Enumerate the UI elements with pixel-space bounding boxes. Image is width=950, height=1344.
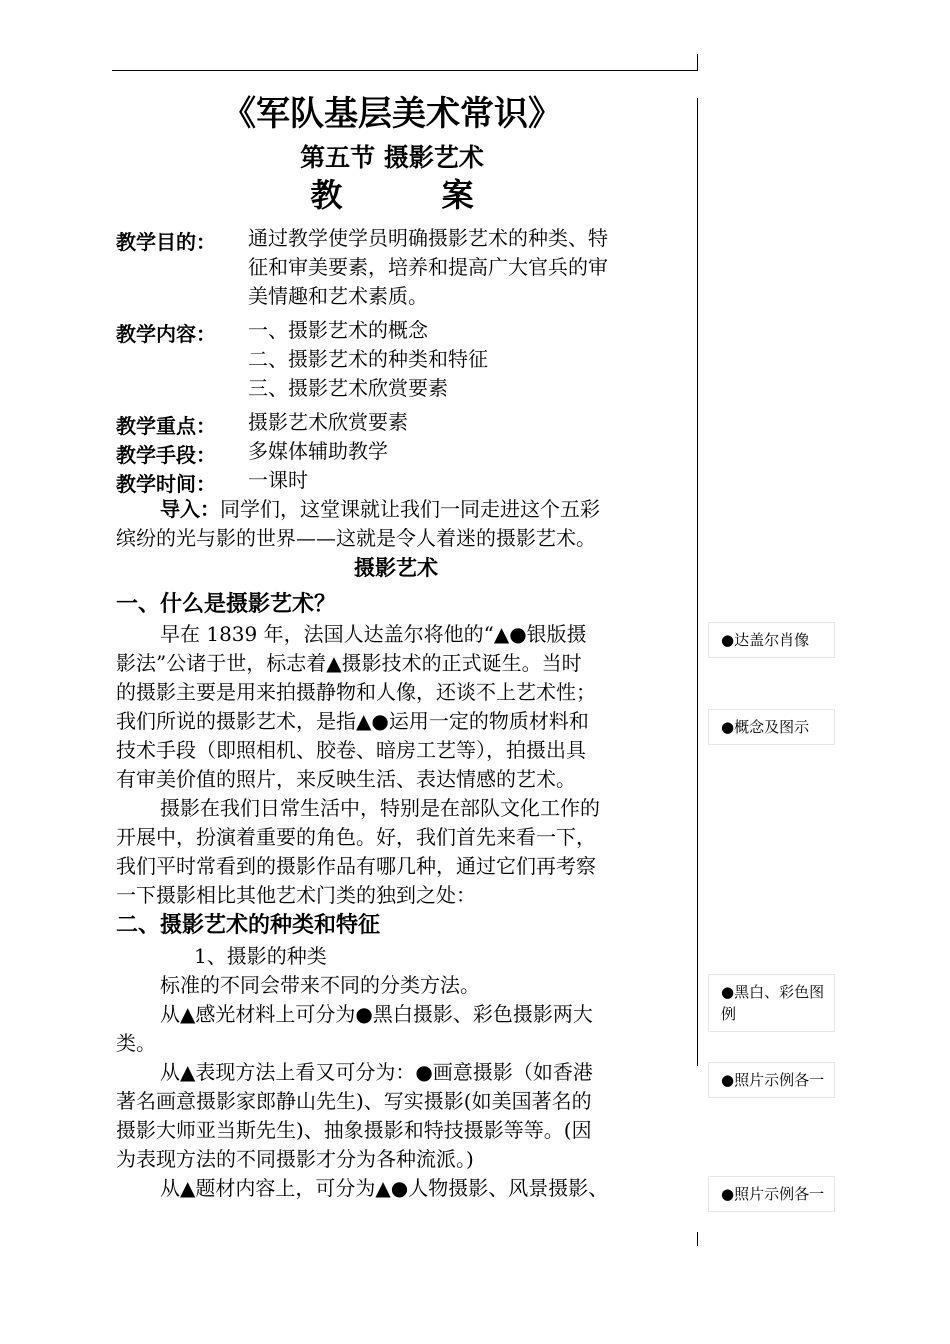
top-rule-tick [697, 54, 698, 70]
content-item: 二、摄影艺术的种类和特征 [248, 347, 488, 371]
content-item: 一、摄影艺术的概念 [248, 318, 428, 342]
goal-label: 教学目的： [116, 230, 216, 254]
goal-line: 通过教学使学员明确摄影艺术的种类、特 [248, 226, 608, 250]
heading-1: 一、什么是摄影艺术？ [116, 592, 337, 617]
paragraph-4 [116, 1000, 646, 1058]
paragraph-line: 有审美价值的照片，来反映生活、表达情感的艺术。 [116, 767, 576, 791]
paragraph-line: 从▲题材内容上，可分为▲●人物摄影、风景摄影、 [160, 1176, 609, 1200]
paragraph-2 [116, 794, 646, 910]
content-list [248, 316, 648, 403]
means-value: 多媒体辅助教学 [248, 439, 388, 463]
bottom-rule-tick [697, 1232, 698, 1246]
intro-label: 导入： [160, 497, 220, 521]
document-title: 《军队基层美术常识》 [222, 94, 562, 134]
paragraph-line: 我们平时常看到的摄影作品有哪几种，通过它们再考察 [116, 854, 596, 878]
paragraph-line: 的摄影主要是用来拍摄静物和人像，还谈不上艺术性； [116, 680, 596, 704]
focus-label: 教学重点： [116, 414, 216, 438]
margin-note: ●概念及图示 [708, 709, 835, 745]
paragraph-line: 一下摄影相比其他艺术门类的独到之处： [116, 883, 476, 907]
content-item: 三、摄影艺术欣赏要素 [248, 376, 448, 400]
intro-line: 同学们，这堂课就让我们一同走进这个五彩 [220, 497, 600, 521]
doc-type-heading: 教 案 [310, 176, 518, 214]
focus-value: 摄影艺术欣赏要素 [248, 410, 408, 434]
margin-rule [697, 98, 698, 1066]
heading-2: 二、摄影艺术的种类和特征 [116, 913, 381, 938]
margin-note: ●照片示例各一 [708, 1062, 835, 1098]
paragraph-line: 摄影大师亚当斯先生)、抽象摄影和特技摄影等等。(因 [116, 1118, 592, 1142]
paragraph-line: 从▲感光材料上可分为●黑白摄影、彩色摄影两大 [160, 1002, 593, 1026]
margin-note: ●达盖尔肖像 [708, 622, 835, 658]
goal-line: 美情趣和艺术素质。 [248, 284, 428, 308]
section-subtitle: 第五节 摄影艺术 [300, 143, 484, 172]
paragraph-1 [116, 620, 646, 794]
paragraph-line: 开展中，扮演着重要的角色。好，我们首先来看一下， [116, 825, 596, 849]
paragraph-line: 从▲表现方法上看又可分为：●画意摄影（如香港 [160, 1060, 593, 1084]
margin-note: ●照片示例各一 [708, 1176, 835, 1212]
section-title: 摄影艺术 [354, 556, 438, 580]
paragraph-line: 我们所说的摄影艺术，是指▲●运用一定的物质材料和 [116, 709, 589, 733]
paragraph-3 [116, 971, 646, 1000]
margin-note: ●黑白、彩色图例 [708, 974, 835, 1032]
paragraph-line: 类。 [116, 1031, 156, 1055]
time-value: 一课时 [248, 468, 308, 492]
paragraph-6 [116, 1174, 646, 1203]
top-rule [112, 70, 698, 71]
paragraph-line: 摄影在我们日常生活中，特别是在部队文化工作的 [160, 796, 600, 820]
goal-text [248, 224, 648, 311]
intro-line: 缤纷的光与影的世界——这就是令人着迷的摄影艺术。 [116, 526, 596, 550]
goal-line: 征和审美要素，培养和提高广大官兵的审 [248, 255, 608, 279]
paragraph-line: 为表现方法的不同摄影才分为各种流派。) [116, 1147, 474, 1171]
time-label: 教学时间： [116, 472, 216, 496]
paragraph-line: 标准的不同会带来不同的分类方法。 [160, 973, 480, 997]
heading-2-sub: 1、摄影的种类 [194, 944, 327, 968]
paragraph-line: 早在 1839 年，法国人达盖尔将他的“▲●银版摄 [160, 622, 587, 646]
paragraph-5 [116, 1058, 646, 1174]
content-label: 教学内容： [116, 322, 216, 346]
paragraph-line: 著名画意摄影家郎静山先生)、写实摄影(如美国著名的 [116, 1089, 592, 1113]
paragraph-line: 技术手段（即照相机、胶卷、暗房工艺等），拍摄出具 [116, 738, 586, 762]
intro-paragraph [116, 495, 646, 553]
paragraph-line: 影法”公诸于世，标志着▲摄影技术的正式诞生。当时 [116, 651, 582, 675]
means-label: 教学手段： [116, 443, 216, 467]
